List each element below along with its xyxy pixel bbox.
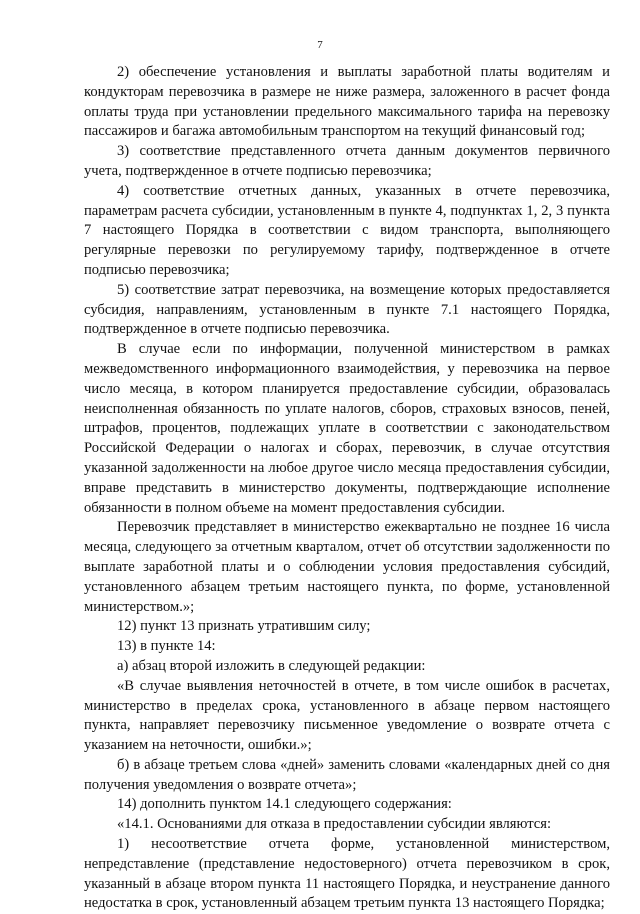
paragraph-tax-debt: В случае если по информации, полученной министерством в рамках межведомственного информационного взаимодействия, у перевозчика на первое число месяца, в котором планируется предоставление субсидии, образовалась неисполненная обязанность по уплате налогов, сборов, страховых взносов, пеней, штрафов, процентов, подлежащих уплате в соответствии с законодательством Российской Федерации о налогах и сборах, перевозчик, в случае отсутствия указанной задолженности на любое другое число месяца предоставления субсидии, вправе представить в министерство документы, подтверждающие исполнение обязанности в полном объеме на момент предоставления субсидии. — [84, 341, 610, 516]
paragraph-clause-13-b: б) в абзаце третьем слова «дней» заменить словами «календарных дней со дня получения уведомления о возврате отчета»; — [84, 756, 610, 793]
paragraph-item-4-report-parameters: 4) соответствие отчетных данных, указанных в отчете перевозчика, параметрам расчета субсидии, установленным в пункте 4, подпунктах 1, 2, 3 пункта 7 настоящего Порядка в соответствии с видом транспорта, выполняющего регулярные перевозки по регулируемому тарифу, подтвержденное в отчете подписью перевозчика; — [84, 182, 610, 278]
paragraph-item-5-expenses: 5) соответствие затрат перевозчика, на возмещение которых предоставляется субсидия, направлениям, установленным в пункте 7.1 настоящего Порядка, подтвержденное в отчете подписью перевозчика. — [84, 281, 610, 338]
paragraph-clause-13-a: а) абзац второй изложить в следующей редакции: — [117, 657, 426, 674]
paragraph-clause-13: 13) в пункте 14: — [117, 638, 216, 655]
document-body — [84, 63, 610, 914]
paragraph-clause-14: 14) дополнить пунктом 14.1 следующего содержания: — [117, 796, 452, 813]
paragraph-quarterly-report: Перевозчик представляет в министерство ежеквартально не позднее 16 числа месяца, следующего за отчетным кварталом, отчет об отсутствии задолженности по выплате заработной платы и о соблюдении условия предоставления субсидий, установленного абзацем третьим настоящего пункта, по форме, установленной министерством.»; — [84, 519, 610, 615]
page-number: 7 — [317, 39, 323, 51]
paragraph-refusal-reason-1: 1) несоответствие отчета форме, установленной министерством, непредставление (представление недостоверного) отчета перевозчиком в срок, указанный в абзаце втором пункта 11 настоящего Порядка, и неустранение данного недостатка в срок, установленный абзацем третьим пункта 13 настоящего Порядка; — [84, 836, 610, 912]
paragraph-clause-12: 12) пункт 13 признать утратившим силу; — [117, 618, 371, 635]
paragraph-clause-14-1-heading: «14.1. Основаниями для отказа в предоставлении субсидии являются: — [117, 816, 552, 833]
paragraph-item-3-report-accuracy: 3) соответствие представленного отчета данным документов первичного учета, подтвержденное в отчете подписью перевозчика; — [84, 143, 610, 179]
paragraph-quoted-inaccuracies: «В случае выявления неточностей в отчете, в том числе ошибок в расчетах, министерство в пределах срока, установленного в абзаце первом настоящего пункта, направляет перевозчику письменное уведомление о возврате отчета с указанием на неточности, ошибки.»; — [84, 677, 610, 754]
paragraph-item-2-salary: 2) обеспечение установления и выплаты заработной платы водителям и кондукторам перевозчика в размере не ниже размера, заложенного в расчет фонда оплаты труда при установлении предельного максимального тарифа на перевозку пассажиров и багажа автомобильным транспортом на текущий финансовый год; — [84, 64, 610, 140]
